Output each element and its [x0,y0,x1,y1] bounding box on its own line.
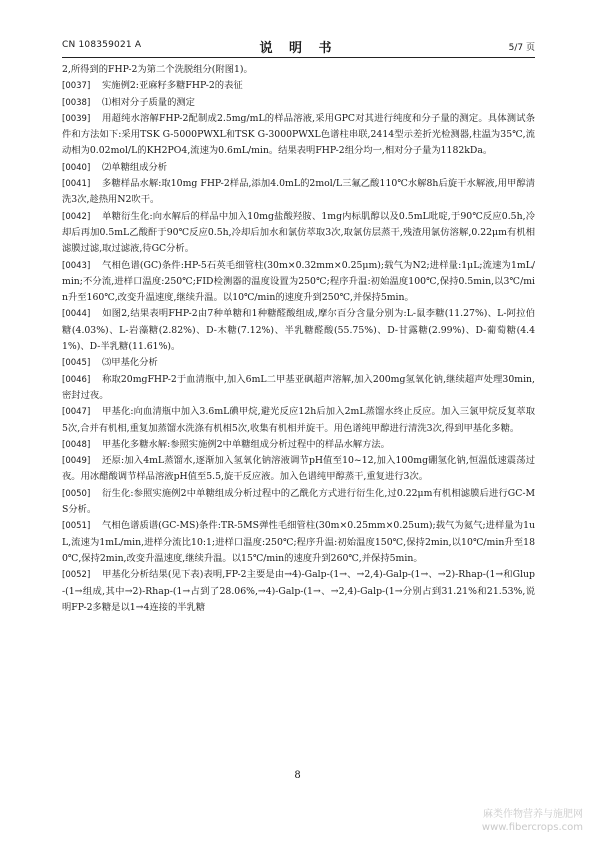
paragraph-text: 气相色谱质谱(GC-MS)条件:TR-5MS弹性毛细管柱(30m×0.25mm×0.25um);载气为氦气;进样量为1uL,流速为1mL/min,进样分流比10:1;进样口温度:250℃;程序升温:初始温度150℃,保持2min,以10℃/min升至180℃,保持2min,改变升温速度,继续升温。以15℃/min的速度升到260℃,并保持5min。 [62,520,535,564]
paragraph-text: 单糖衍生化:向水解后的样品中加入10mg盐酸羟胺、1mg内标肌醇以及0.5mL吡啶,于90℃反应0.5h,冷却后再加0.5mL乙酸酐于90℃反应0.5h,冷却后加水和氯仿萃取3次,取氯仿层蒸干,残渣用氯仿溶解,0.22μm有机相滤膜过滤,取过滤液,待GC分析。 [62,210,535,255]
paragraph [62,62,535,78]
paragraph-text: 甲基化:向血清瓶中加入3.6mL碘甲烷,避光反应12h后加入2mL蒸馏水终止反应。加入三氯甲烷反复萃取5次,合并有机相,重复加蒸馏水洗涤有机相5次,收集有机相并旋干。用色谱纯甲醇进行清洗3次,得到甲基化多糖。 [62,406,535,434]
document-body [62,62,535,616]
paragraph [62,404,535,437]
document-title: 说 明 书 [259,41,338,56]
paragraph [62,95,535,111]
paragraph-text: 2,所得到的FHP-2为第二个洗脱组分(附图1)。 [62,64,253,75]
paragraph-text: 用超纯水溶解FHP-2配制成2.5mg/mL的样品溶液,采用GPC对其进行纯度和分子量的测定。具体测试条件和方法如下:采用TSK G-5000PWXL和TSK G-3000PWXL色谱柱串联,2414型示差折光检测器,柱温为35℃,流动相为0.02mol/L的KH2PO4,流速为0.6mL/min。结果表明FHP-2组分均一,相对分子量为1182kDa。 [62,112,535,157]
paragraph [62,209,535,258]
paragraph [62,437,535,453]
paragraph-number: [0042] [62,211,91,222]
paragraph-text: 实施例2:亚麻籽多糖FHP-2的表征 [102,80,243,92]
paragraph-number: [0048] [62,439,91,450]
paragraph-number: [0040] [62,162,91,173]
paragraph [62,372,535,405]
page-ratio: 5/7 页 [508,43,535,53]
paragraph-number: [0041] [62,179,91,190]
page-number: 8 [294,770,301,781]
paragraph-number: [0043] [62,260,91,271]
paragraph-text: 还原:加入4mL蒸馏水,逐渐加入氢氧化钠溶液调节pH值至10~12,加入100mg硼氢化钠,恒温低速震荡过夜。用冰醋酸调节样品溶液pH值至5.5,旋干反应液。加入色谱纯甲醇蒸干,重复进行3次。 [62,455,535,483]
paragraph [62,453,535,486]
watermark-url: www.fibercrops.com [481,822,583,833]
paragraph-text: 甲基化分析结果(见下表)表明,FP-2主要是由→4)-Galp-(1→、→2,4)-Galp-(1→、→2)-Rhap-(1→和Glup-(1→组成,其中→2)-Rhap-(1→占到了28.06%,→4)-Galp-(1→、→2,4)-Galp-(1→分别占到31.21%和21.53%,说明FP-2多糖是以1→4连接的半乳糖 [62,569,535,613]
paragraph-number: [0045] [62,358,91,369]
paragraph-text: 甲基化多糖水解:参照实施例2中单糖组成分析过程中的样品水解方法。 [102,438,390,450]
paragraph [62,78,535,94]
paragraph-number: [0050] [62,488,91,499]
paragraph-number: [0044] [62,309,91,320]
paragraph [62,258,535,307]
paragraph-text: 称取20mgFHP-2于血清瓶中,加入6mL二甲基亚砜超声溶解,加入200mg氢氧化钠,继续超声处理30min,密封过夜。 [62,373,535,401]
patent-number: CN 108359021 A [62,40,142,50]
header-divider [62,57,535,58]
paragraph [62,567,535,616]
paragraph [62,176,535,209]
paragraph-text: 衍生化:参照实施例2中单糖组成分析过程中的乙酰化方式进行衍生化,过0.22μm有机相滤膜后进行GC-MS分析。 [62,487,535,516]
paragraph-text: 如图2,结果表明FHP-2由7种单糖和1种糖醛酸组成,摩尔百分含量分别为:L-鼠李糖(11.27%)、L-阿拉伯糖(4.03%)、L-岩藻糖(2.82%)、D-木糖(7.12%)、半乳糖醛酸(55.75%)、D-甘露糖(2.99%)、D-葡萄糖(4.41%)、D-半乳糖(11.61%)。 [62,308,535,353]
watermark [482,808,583,834]
paragraph-number: [0039] [62,113,91,124]
paragraph-text: ⑶甲基化分析 [102,357,158,369]
paragraph-number: [0051] [62,521,91,532]
paragraph-number: [0049] [62,456,91,467]
paragraph-number: [0037] [62,81,91,92]
paragraph [62,111,535,160]
paragraph [62,160,535,176]
paragraph-number: [0047] [62,407,91,418]
paragraph-number: [0046] [62,374,91,385]
paragraph [62,486,535,519]
paragraph [62,355,535,371]
page-header [62,37,535,55]
paragraph-text: 多糖样品水解:取10mg FHP-2样品,添加4.0mL的2mol/L三氟乙酸110℃水解8h后旋干水解液,用甲醇清洗3次,趁热用N2吹干。 [62,178,535,206]
paragraph-text: ⑵单糖组成分析 [102,161,168,173]
paragraph [62,306,535,355]
paragraph [62,518,535,567]
paragraph-text: ⑴相对分子质量的测定 [102,96,195,108]
paragraph-number: [0052] [62,570,91,581]
paragraph-number: [0038] [62,97,91,108]
watermark-site-name: 麻类作物营养与施肥网 [483,809,583,820]
paragraph-text: 气相色谱(GC)条件:HP-5石英毛细管柱(30m×0.32mm×0.25μm);载气为N2;进样量:1μL;流速为1mL/min;不分流,进样口温度:250℃;FID检测器的温度设置为250℃;程序升温:初始温度100℃,保持0.5min,以3℃/min升至160℃,改变升温速度,继续升温。以10℃/min的速度升到250℃,并保持5min。 [62,259,535,304]
